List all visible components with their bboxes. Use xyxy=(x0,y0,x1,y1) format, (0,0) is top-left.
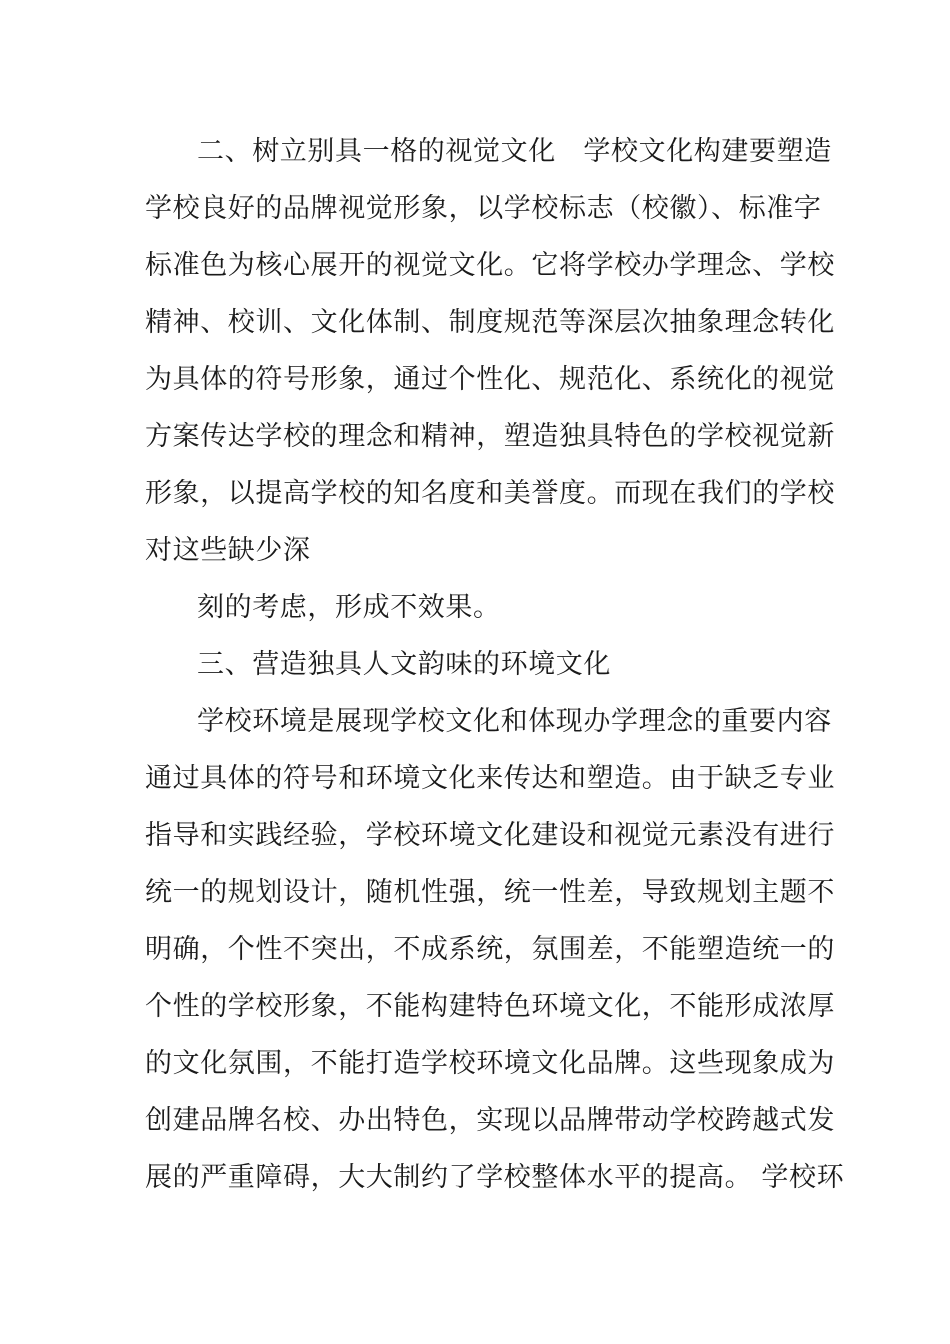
section-heading-3: 三、营造独具人文韵味的环境文化 xyxy=(197,649,611,680)
paragraph-1-line-5: 为具体的符号形象，通过个性化、规范化、系统化的视觉 xyxy=(145,364,835,395)
paragraph-4-line-2: 通过具体的符号和环境文化来传达和塑造。由于缺乏专业 xyxy=(145,763,835,794)
paragraph-1-line-2: 学校良好的品牌视觉形象，以学校标志（校徽）、标准字 xyxy=(145,193,822,224)
paragraph-4-line-3: 指导和实践经验，学校环境文化建设和视觉元素没有进行 xyxy=(145,820,835,851)
paragraph-4-line-1: 学校环境是展现学校文化和体现办学理念的重要内容 xyxy=(197,706,832,737)
paragraph-2-line-1: 刻的考虑，形成不效果。 xyxy=(197,592,501,623)
paragraph-4-line-9: 展的严重障碍，大大制约了学校整体水平的提高。 学校环 xyxy=(145,1162,845,1193)
paragraph-4-line-7: 的文化氛围，不能打造学校环境文化品牌。这些现象成为 xyxy=(145,1048,835,1079)
paragraph-4-line-6: 个性的学校形象，不能构建特色环境文化，不能形成浓厚 xyxy=(145,991,835,1022)
paragraph-4-line-5: 明确，个性不突出，不成系统，氛围差，不能塑造统一的 xyxy=(145,934,835,965)
paragraph-1-line-7: 形象，以提高学校的知名度和美誉度。而现在我们的学校 xyxy=(145,478,835,509)
paragraph-4-line-8: 创建品牌名校、办出特色，实现以品牌带动学校跨越式发 xyxy=(145,1105,835,1136)
paragraph-1-line-6: 方案传达学校的理念和精神，塑造独具特色的学校视觉新 xyxy=(145,421,835,452)
paragraph-4-line-4: 统一的规划设计，随机性强，统一性差，导致规划主题不 xyxy=(145,877,835,908)
paragraph-1-line-8: 对这些缺少深 xyxy=(145,535,311,566)
paragraph-1-line-3: 标准色为核心展开的视觉文化。它将学校办学理念、学校 xyxy=(145,250,835,281)
paragraph-1-line-1: 二、树立别具一格的视觉文化 学校文化构建要塑造 xyxy=(197,136,832,167)
paragraph-1-line-4: 精神、校训、文化体制、制度规范等深层次抽象理念转化 xyxy=(145,307,835,338)
